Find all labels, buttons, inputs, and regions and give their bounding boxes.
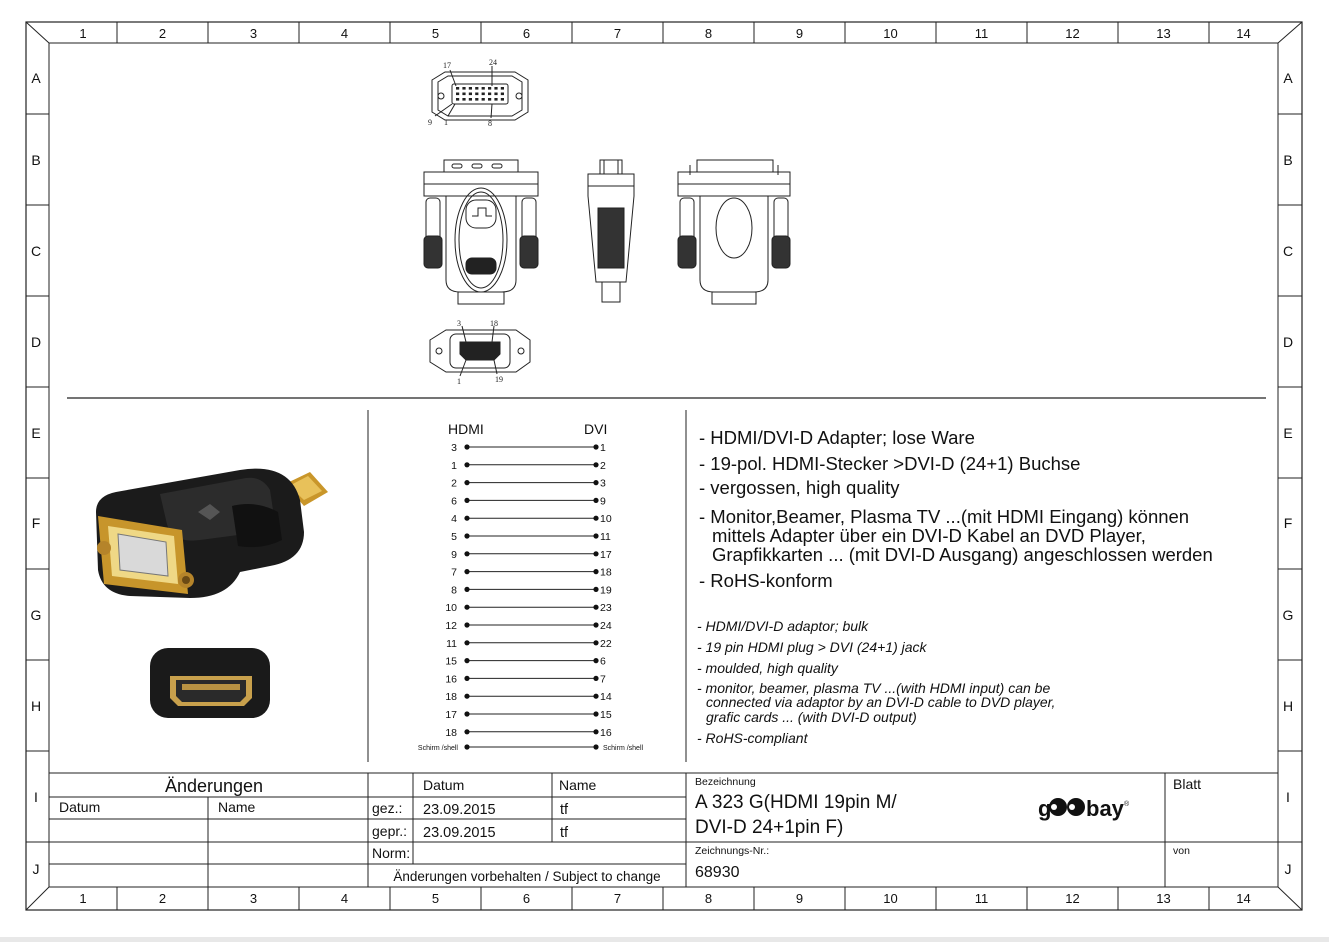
wiring-dot-dvi [593, 694, 598, 699]
changes-label: Änderungen [164, 776, 264, 796]
dvi-pin-contact [462, 87, 465, 90]
column-label-top: 1 [79, 26, 87, 41]
column-label-top: 14 [1236, 26, 1251, 41]
row-label-right: J [1284, 861, 1292, 877]
wiring-dvi-pin: 11 [600, 531, 611, 543]
feature-de-3: - vergossen, high quality [699, 477, 900, 498]
dvi-pin-contact [494, 87, 497, 90]
gez-name: tf [560, 802, 569, 818]
wiring-dot-dvi [593, 676, 598, 681]
feature-en-2: - 19 pin HDMI plug > DVI (24+1) jack [697, 639, 927, 655]
wiring-hdmi-pin: 2 [451, 477, 457, 490]
wiring-hdmi-pin: 18 [445, 726, 457, 739]
dvi-pin-contact [462, 98, 465, 101]
dvi-pin-contact [488, 93, 491, 96]
wiring-dot-dvi [593, 587, 598, 592]
dvi-pin-contact [488, 98, 491, 101]
wiring-dot-hdmi [464, 569, 469, 574]
dvi-pin-contact [462, 93, 465, 96]
feature-en-3: - moulded, high quality [697, 660, 838, 676]
wiring-dot-hdmi [464, 533, 469, 538]
feature-en-7: - RoHS-compliant [697, 730, 808, 746]
dvi-connector-face [432, 66, 528, 120]
wiring-hdmi-pin: 1 [451, 459, 457, 472]
column-label-bottom: 10 [883, 891, 898, 906]
wiring-dot-hdmi [464, 462, 469, 467]
wiring-dot-hdmi [464, 622, 469, 627]
hdmi-pin-label-18: 18 [490, 319, 498, 328]
wiring-shell-right: Schirm /shell [603, 745, 644, 752]
row-label-right: H [1282, 698, 1294, 714]
row-label-left: B [31, 152, 41, 168]
adapter-front-view [424, 160, 538, 304]
wiring-dot-dvi [593, 533, 598, 538]
drawing-title-line1: A 323 G(HDMI 19pin M/ [695, 792, 897, 813]
adapter-back-view [678, 160, 790, 304]
wiring-dot-dvi [593, 444, 598, 449]
dvi-pin-contact [482, 93, 485, 96]
adapter-product-photo [96, 469, 328, 598]
row-label-right: E [1283, 425, 1293, 441]
pin-label-8: 8 [488, 119, 492, 128]
wiring-dot-dvi [593, 640, 598, 645]
row-label-right: G [1282, 607, 1294, 623]
column-label-top: 10 [883, 26, 898, 41]
hdmi-pin-label-19: 19 [495, 375, 503, 384]
feature-en-1: - HDMI/DVI-D adaptor; bulk [697, 618, 869, 634]
wiring-dot-hdmi [464, 694, 469, 699]
column-label-bottom: 12 [1065, 891, 1080, 906]
row-label-right: D [1282, 334, 1294, 350]
wiring-hdmi-pin: 4 [451, 513, 457, 526]
column-label-bottom: 5 [431, 891, 440, 906]
dvi-pin-contact [501, 98, 504, 101]
name-header: Name [559, 777, 597, 793]
feature-de-1: - HDMI/DVI-D Adapter; lose Ware [699, 427, 975, 448]
row-label-left: I [34, 789, 38, 805]
column-label-bottom: 1 [79, 891, 87, 906]
column-label-top: 11 [974, 26, 989, 41]
wiring-dvi-pin: 6 [600, 655, 606, 668]
wiring-dvi-pin: 10 [600, 513, 612, 526]
dvi-pin-contact [469, 93, 472, 96]
column-label-top: 6 [522, 26, 531, 41]
wiring-dvi-pin: 19 [600, 584, 612, 597]
wiring-hdmi-header: HDMI [448, 421, 484, 437]
gez-label: gez.: [372, 800, 403, 816]
wiring-dot-hdmi [464, 551, 469, 556]
pin-label-17: 17 [443, 61, 451, 70]
goobay-logo [1038, 796, 1130, 821]
wiring-dvi-pin: 15 [600, 709, 612, 721]
column-label-top: 3 [249, 26, 258, 41]
hdmi-end-photo [150, 648, 270, 718]
column-label-top: 4 [340, 26, 349, 41]
wiring-dvi-pin: 9 [600, 495, 606, 508]
norm-label: Norm: [372, 845, 411, 861]
wiring-dot-dvi [593, 498, 598, 503]
row-label-left: F [31, 515, 41, 531]
wiring-dvi-pin: 24 [600, 620, 612, 632]
feature-en-4: - monitor, beamer, plasma TV ...(with HDMI input) can be [697, 680, 1051, 696]
column-label-top: 13 [1156, 26, 1171, 41]
brand-wordmark: g [1038, 796, 1052, 821]
row-label-right: F [1283, 515, 1293, 531]
wiring-dot-dvi [593, 551, 598, 556]
dvi-pin-contact [469, 98, 472, 101]
wiring-dot-dvi [593, 480, 598, 485]
subject-note: Änderungen vorbehalten / Subject to change [393, 869, 661, 884]
wiring-dvi-pin: 22 [600, 637, 612, 650]
wiring-dot-hdmi [464, 605, 469, 610]
feature-de-5: mittels Adapter über ein DVI-D Kabel an DVD Player, [712, 525, 1146, 546]
column-label-top: 8 [704, 26, 713, 41]
feature-en-5: connected via adaptor by an DVI-D cable to DVD player, [706, 694, 1056, 710]
gepr-name: tf [560, 825, 569, 841]
inner-border [49, 43, 1278, 887]
wiring-hdmi-pin: 16 [445, 673, 457, 686]
feature-de-7: - RoHS-konform [699, 570, 833, 591]
column-label-bottom: 11 [974, 891, 989, 906]
row-label-right: B [1283, 152, 1293, 168]
svg-text:®: ® [1124, 801, 1130, 808]
column-label-bottom: 13 [1156, 891, 1171, 906]
dvi-pin-contact [475, 93, 478, 96]
column-label-bottom: 9 [795, 891, 804, 906]
wiring-dot-dvi [593, 516, 598, 521]
wiring-dot-hdmi [464, 711, 469, 716]
dvi-pin-contact [469, 87, 472, 90]
row-label-left: D [30, 334, 42, 350]
wiring-dvi-header: DVI [584, 421, 608, 437]
feature-de-4: - Monitor,Beamer, Plasma TV ...(mit HDMI Eingang) können [699, 506, 1190, 527]
row-label-left: H [30, 698, 42, 714]
wiring-dot-dvi [593, 462, 598, 467]
dvi-pin-contact [494, 93, 497, 96]
column-label-bottom: 7 [613, 891, 622, 906]
drawing-number: 68930 [695, 864, 740, 881]
wiring-dvi-pin: 2 [600, 459, 606, 472]
dvi-pin-contact [488, 87, 491, 90]
gepr-date: 23.09.2015 [423, 825, 496, 841]
column-label-top: 7 [613, 26, 622, 41]
wiring-shell-left: Schirm /shell [417, 745, 458, 752]
adapter-side-view [588, 160, 634, 302]
wiring-hdmi-pin: 15 [445, 655, 457, 668]
zeichnung-label: Zeichnungs-Nr.: [695, 845, 770, 857]
wiring-dot-hdmi [464, 444, 469, 449]
hdmi-pin-label-1: 1 [457, 377, 461, 386]
dvi-pin-contact [456, 87, 459, 90]
column-label-top: 12 [1065, 26, 1080, 41]
column-label-bottom: 2 [158, 891, 167, 906]
wiring-dot-hdmi [464, 729, 469, 734]
wiring-hdmi-pin: 3 [451, 442, 457, 454]
wiring-hdmi-pin: 11 [446, 637, 457, 650]
wiring-hdmi-pin: 7 [451, 566, 457, 579]
wiring-hdmi-pin: 10 [445, 602, 457, 615]
dvi-pin-contact [475, 87, 478, 90]
wiring-shell-dot-right [593, 744, 598, 749]
wiring-dot-hdmi [464, 480, 469, 485]
dvi-pin-contact [501, 87, 504, 90]
blatt-label: Blatt [1173, 776, 1202, 792]
datum-header: Datum [423, 777, 465, 793]
wiring-dot-dvi [593, 622, 598, 627]
drawing-title-line2: DVI-D 24+1pin F) [695, 817, 844, 838]
column-label-bottom: 6 [522, 891, 531, 906]
row-label-left: A [31, 70, 41, 86]
row-label-left: E [31, 425, 41, 441]
hdmi-plug-face [430, 326, 530, 376]
dvi-pin-contact [494, 98, 497, 101]
wiring-dot-hdmi [464, 516, 469, 521]
wiring-dot-dvi [593, 658, 598, 663]
wiring-dot-dvi [593, 729, 598, 734]
pin-label-1: 1 [444, 118, 448, 127]
row-label-right: C [1282, 243, 1294, 259]
wiring-dvi-pin: 16 [600, 726, 612, 739]
wiring-hdmi-pin: 6 [451, 495, 457, 508]
row-label-right: A [1283, 70, 1293, 86]
dvi-pin-contact [482, 98, 485, 101]
wiring-dot-hdmi [464, 640, 469, 645]
gepr-label: gepr.: [372, 823, 408, 839]
row-label-left: C [30, 243, 42, 259]
column-label-top: 5 [431, 26, 440, 41]
pin-label-24: 24 [489, 58, 497, 67]
wiring-dvi-pin: 7 [600, 673, 606, 686]
dvi-pin-contact [456, 93, 459, 96]
hdmi-pin-label-3: 3 [457, 319, 461, 328]
wiring-dvi-pin: 18 [600, 566, 612, 579]
column-label-top: 2 [158, 26, 167, 41]
pin-label-9: 9 [428, 118, 432, 127]
dvi-pin-contact [501, 93, 504, 96]
row-label-left: J [32, 861, 40, 877]
wiring-dvi-pin: 23 [600, 602, 612, 615]
wiring-dvi-pin: 17 [600, 548, 612, 561]
column-label-bottom: 14 [1236, 891, 1251, 906]
wiring-dot-hdmi [464, 658, 469, 663]
von-label: von [1173, 845, 1190, 857]
dvi-pin-contact [475, 98, 478, 101]
row-label-left: G [30, 607, 42, 623]
gez-date: 23.09.2015 [423, 802, 496, 818]
feature-en-6: grafic cards ... (with DVI-D output) [706, 709, 917, 725]
dvi-pin-contact [482, 87, 485, 90]
page-bottom-strip [0, 937, 1329, 942]
wiring-shell-dot-left [464, 744, 469, 749]
wiring-hdmi-pin: 8 [451, 584, 457, 597]
column-label-top: 9 [795, 26, 804, 41]
wiring-dvi-pin: 3 [600, 477, 606, 490]
wiring-dot-hdmi [464, 676, 469, 681]
wiring-dvi-pin: 14 [600, 691, 612, 704]
column-label-bottom: 8 [704, 891, 713, 906]
row-label-right: I [1286, 789, 1290, 805]
column-label-bottom: 3 [249, 891, 258, 906]
wiring-dot-dvi [593, 569, 598, 574]
dvi-pin-contact [456, 98, 459, 101]
wiring-hdmi-pin: 12 [445, 620, 457, 632]
changes-name-label: Name [218, 799, 256, 815]
wiring-dot-hdmi [464, 587, 469, 592]
wiring-dot-dvi [593, 711, 598, 716]
column-label-bottom: 4 [340, 891, 349, 906]
changes-datum-label: Datum [59, 799, 101, 815]
wiring-hdmi-pin: 18 [445, 691, 457, 704]
wiring-dot-hdmi [464, 498, 469, 503]
bezeichnung-label: Bezeichnung [695, 776, 756, 788]
wiring-hdmi-pin: 9 [451, 548, 457, 561]
wiring-hdmi-pin: 5 [451, 531, 457, 543]
wiring-dot-dvi [593, 605, 598, 610]
wiring-shell-row [418, 744, 644, 752]
svg-text:bay: bay [1086, 796, 1124, 821]
feature-de-6: Grapfikkarten ... (mit DVI-D Ausgang) angeschlossen werden [712, 544, 1213, 565]
row-labels [31, 70, 1294, 877]
wiring-rows [445, 442, 612, 739]
wiring-dvi-pin: 1 [600, 442, 606, 454]
feature-de-2: - 19-pol. HDMI-Stecker >DVI-D (24+1) Buchse [699, 453, 1081, 474]
wiring-hdmi-pin: 17 [445, 709, 457, 721]
